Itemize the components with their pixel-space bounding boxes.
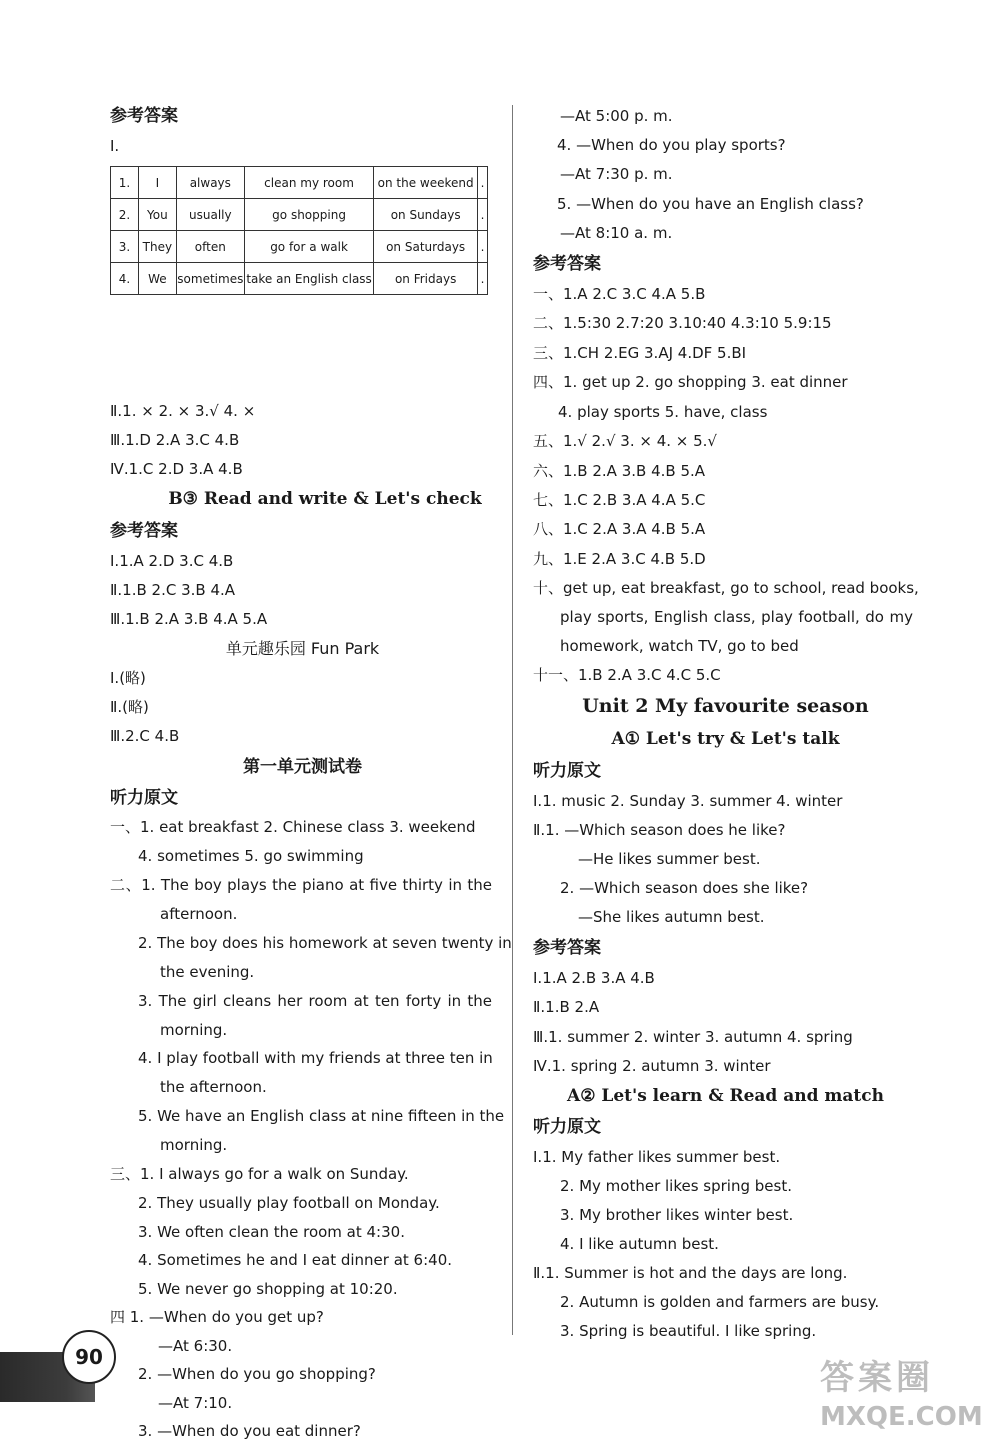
section-label: 听力原文 — [110, 788, 178, 808]
table-cell: always — [176, 167, 244, 199]
table-cell: clean my room — [244, 167, 373, 199]
table-cell: They — [138, 231, 176, 263]
listening-line: 2. —When do you go shopping? — [138, 1365, 376, 1383]
listening-line: 二、1. The boy plays the piano at five thirty in the — [110, 876, 492, 894]
table-cell: 1. — [111, 167, 139, 199]
answer-line: Ⅲ.2.C 4.B — [110, 727, 180, 745]
listening-line: Ⅱ.1. —Which season does he like? — [533, 821, 786, 839]
listening-line: —She likes autumn best. — [578, 908, 765, 926]
section-label: 参考答案 — [110, 106, 178, 126]
answer-line: Ⅲ.1.D 2.A 3.C 4.B — [110, 431, 240, 449]
section-label: 参考答案 — [533, 938, 601, 958]
listening-line: 一、1. eat breakfast 2. Chinese class 3. weekend — [110, 818, 476, 836]
listening-line: 三、1. I always go for a walk on Sunday. — [110, 1165, 409, 1183]
answer-line: Ⅱ.1.B 2.C 3.B 4.A — [110, 581, 236, 599]
table-cell: . — [478, 231, 488, 263]
listening-line: —At 6:30. — [158, 1337, 233, 1355]
table-cell: sometimes — [176, 263, 244, 295]
table-cell: usually — [176, 199, 244, 231]
test-heading: 第一单元测试卷 — [243, 757, 362, 777]
answer-line: 二、1.5:30 2.7:20 3.10:40 4.3:10 5.9:15 — [533, 314, 832, 332]
listening-line: 4. sometimes 5. go swimming — [138, 847, 364, 865]
answer-line: 七、1.C 2.B 3.A 4.A 5.C — [533, 491, 706, 509]
answer-line: 4. play sports 5. have, class — [558, 403, 768, 421]
answer-line: Ⅰ.(略) — [110, 669, 146, 687]
listening-line: —At 7:10. — [158, 1394, 233, 1412]
answer-line: 十一、1.B 2.A 3.C 4.C 5.C — [533, 666, 721, 684]
listening-line: afternoon. — [160, 905, 238, 923]
listening-line: 3. Spring is beautiful. I like spring. — [560, 1322, 817, 1340]
table-cell: 4. — [111, 263, 139, 295]
listening-line: 四 1. —When do you get up? — [110, 1308, 324, 1326]
answer-line: 八、1.C 2.A 3.A 4.B 5.A — [533, 520, 706, 538]
listening-line: 2. My mother likes spring best. — [560, 1177, 792, 1195]
answer-line: Ⅱ.1.B 2.A — [533, 998, 600, 1016]
answer-line: Ⅲ.1.B 2.A 3.B 4.A 5.A — [110, 610, 268, 628]
lesson-heading: A① Let's try & Let's talk — [611, 729, 840, 749]
answer-line: 十、get up, eat breakfast, go to school, read books, — [533, 579, 919, 597]
watermark-url: MXQE.COM — [820, 1402, 983, 1432]
listening-line: morning. — [160, 1136, 228, 1154]
section-label: 听力原文 — [533, 761, 601, 781]
listening-line: 3. We often clean the room at 4:30. — [138, 1223, 405, 1241]
table-cell: We — [138, 263, 176, 295]
table-cell: . — [478, 167, 488, 199]
listening-line: 5. —When do you have an English class? — [557, 195, 864, 213]
listening-line: —At 7:30 p. m. — [560, 165, 673, 183]
listening-line: 4. I like autumn best. — [560, 1235, 719, 1253]
listening-line: 3. —When do you eat dinner? — [138, 1422, 361, 1440]
answer-line: Ⅰ.1.A 2.B 3.A 4.B — [533, 969, 655, 987]
answer-line: Ⅱ.(略) — [110, 698, 149, 716]
listening-line: morning. — [160, 1021, 228, 1039]
watermark-logo — [820, 1355, 990, 1440]
table-cell: on Fridays — [374, 263, 478, 295]
answer-line: Ⅲ.1. summer 2. winter 3. autumn 4. spring — [533, 1028, 853, 1046]
column-divider — [512, 105, 513, 1335]
listening-line: —He likes summer best. — [578, 850, 761, 868]
lesson-heading: 单元趣乐园 Fun Park — [225, 639, 380, 658]
table-row — [111, 167, 488, 199]
table-cell: take an English class — [244, 263, 373, 295]
listening-line: 5. We never go shopping at 10:20. — [138, 1280, 398, 1298]
listening-line: 2. The boy does his homework at seven twenty in — [138, 934, 512, 952]
table-cell: . — [478, 263, 488, 295]
listening-line: 5. We have an English class at nine fifteen in the — [138, 1107, 505, 1125]
listening-line: 4. I play football with my friends at three ten in — [138, 1049, 493, 1067]
listening-line: 2. They usually play football on Monday. — [138, 1194, 440, 1212]
answer-line: 六、1.B 2.A 3.B 4.B 5.A — [533, 462, 706, 480]
answer-line: Ⅳ.1. spring 2. autumn 3. winter — [533, 1057, 771, 1075]
table-cell: I — [138, 167, 176, 199]
table-cell: go for a walk — [244, 231, 373, 263]
answer-line: 三、1.CH 2.EG 3.AJ 4.DF 5.BI — [533, 344, 747, 362]
section-label: 参考答案 — [533, 254, 601, 274]
listening-line: 3. The girl cleans her room at ten forty in the — [138, 992, 492, 1010]
unit-heading: Unit 2 My favourite season — [582, 695, 869, 717]
answer-line: Ⅰ.1.A 2.D 3.C 4.B — [110, 552, 234, 570]
listening-line: the afternoon. — [160, 1078, 267, 1096]
listening-line: the evening. — [160, 963, 255, 981]
listening-line: 2. —Which season does she like? — [560, 879, 809, 897]
listening-line: —At 8:10 a. m. — [560, 224, 673, 242]
section-label: 参考答案 — [110, 521, 178, 541]
table-row — [111, 231, 488, 263]
answer-line: 一、1.A 2.C 3.C 4.A 5.B — [533, 285, 706, 303]
section-label: 听力原文 — [533, 1117, 601, 1137]
listening-line: Ⅰ.1. My father likes summer best. — [533, 1148, 781, 1166]
table-cell: on Saturdays — [374, 231, 478, 263]
table-cell: on the weekend — [374, 167, 478, 199]
answer-table — [110, 166, 488, 295]
listening-line: 4. Sometimes he and I eat dinner at 6:40. — [138, 1251, 453, 1269]
page-number: 90 — [62, 1330, 116, 1384]
table-cell: on Sundays — [374, 199, 478, 231]
answer-line: homework, watch TV, go to bed — [560, 637, 799, 655]
watermark-text: 答案圈 — [820, 1358, 934, 1398]
listening-line: Ⅱ.1. Summer is hot and the days are long. — [533, 1264, 848, 1282]
table-cell: go shopping — [244, 199, 373, 231]
table-cell: . — [478, 199, 488, 231]
answer-line: 五、1.√ 2.√ 3. × 4. × 5.√ — [533, 432, 717, 450]
listening-line: 3. My brother likes winter best. — [560, 1206, 794, 1224]
table-row — [111, 263, 488, 295]
listening-line: —At 5:00 p. m. — [560, 107, 673, 125]
exercise-number: Ⅰ. — [110, 137, 120, 155]
listening-line: Ⅰ.1. music 2. Sunday 3. summer 4. winter — [533, 792, 843, 810]
table-cell: often — [176, 231, 244, 263]
table-row — [111, 199, 488, 231]
table-cell: You — [138, 199, 176, 231]
answer-line: 九、1.E 2.A 3.C 4.B 5.D — [533, 550, 706, 568]
listening-line: 4. —When do you play sports? — [557, 136, 786, 154]
answer-line: 四、1. get up 2. go shopping 3. eat dinner — [533, 373, 848, 391]
lesson-heading: A② Let's learn & Read and match — [567, 1086, 884, 1106]
answer-line: Ⅳ.1.C 2.D 3.A 4.B — [110, 460, 243, 478]
table-cell: 2. — [111, 199, 139, 231]
lesson-heading: B③ Read and write & Let's check — [168, 489, 482, 509]
answer-line: Ⅱ.1. × 2. × 3.√ 4. × — [110, 402, 256, 420]
answer-line: play sports, English class, play football, do my — [560, 608, 913, 626]
listening-line: 2. Autumn is golden and farmers are busy. — [560, 1293, 880, 1311]
table-cell: 3. — [111, 231, 139, 263]
